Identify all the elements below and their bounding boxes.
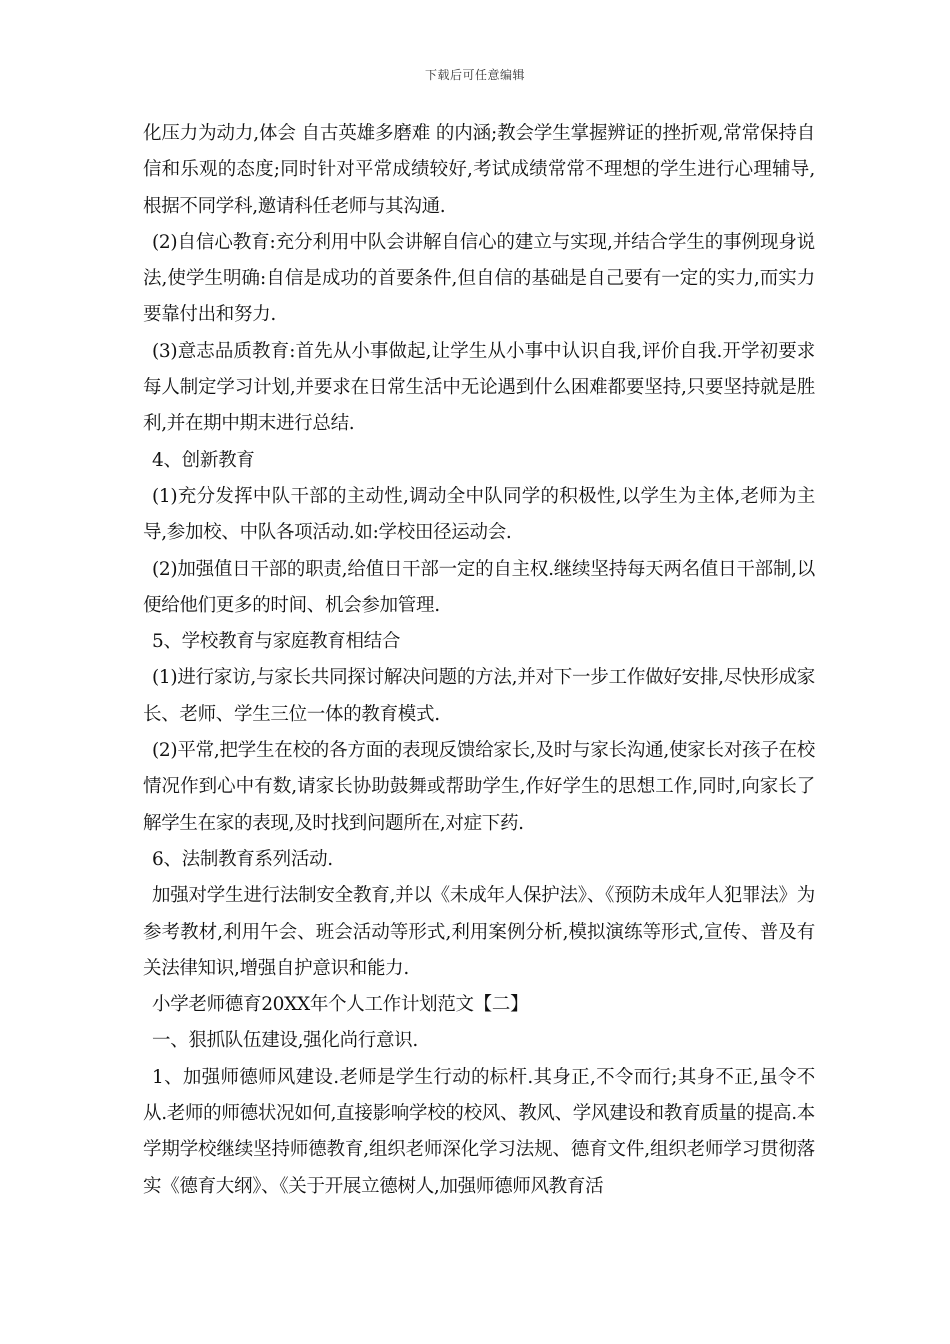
paragraph: (2)自信心教育:充分利用中队会讲解自信心的建立与实现,并结合学生的事例现身说法,使学生明确:自信是成功的首要条件,但自信的基础是自己要有一定的实力,而实力要靠付出和努力.: [143, 231, 815, 326]
paragraph: (2)平常,把学生在校的各方面的表现反馈给家长,及时与家长沟通,使家长对孩子在校情况作到心中有数,请家长协助鼓舞或帮助学生,作好学生的思想工作,同时,向家长了解学生在家的表现,及时找到问题所在,对症下药.: [143, 740, 815, 834]
section-heading: 5、学校教育与家庭教育相结合: [152, 631, 401, 653]
page-header: 下载后可任意编辑: [424, 68, 525, 82]
paragraph: 化压力为动力,体会 自古英雄多磨难 的内涵;教会学生掌握辨证的挫折观,常常保持自信和乐观的态度;同时针对平常成绩较好,考试成绩常常不理想的学生进行心理辅导,根据不同学科,邀请科任老师与其沟通.: [143, 123, 815, 217]
section-heading: 4、创新教育: [152, 449, 255, 471]
document-body: [143, 116, 815, 1205]
paragraph: (1)进行家访,与家长共同探讨解决问题的方法,并对下一步工作做好安排,尽快形成家长、老师、学生三位一体的教育模式.: [143, 667, 815, 725]
paragraph: 加强对学生进行法制安全教育,并以《未成年人保护法》、《预防未成年人犯罪法》为参考教材,利用午会、班会活动等形式,利用案例分析,模拟演练等形式,宣传、普及有关法律知识,增强自护意识和能力.: [143, 885, 815, 979]
paragraph: (1)充分发挥中队干部的主动性,调动全中队同学的积极性,以学生为主体,老师为主导,参加校、中队各项活动.如:学校田径运动会.: [143, 485, 815, 544]
section-heading: 一、狠抓队伍建设,强化尚行意识.: [152, 1030, 418, 1052]
paragraph: 1、加强师德师风建设.老师是学生行动的标杆.其身正,不令而行;其身不正,虽令不从.老师的师德状况如何,直接影响学校的校风、教风、学风建设和教育质量的提高.本学期学校继续坚持师德教育,组织老师深化学习法规、德育文件,组织老师学习贯彻落实《德育大纲》、《关于开展立德树人,加强师德师风教育活: [143, 1066, 815, 1197]
section-heading: 6、法制教育系列活动.: [152, 848, 333, 870]
document-subtitle: 小学老师德育20XX年个人工作计划范文【二】: [152, 994, 529, 1016]
paragraph: (3)意志品质教育:首先从小事做起,让学生从小事中认识自我,评价自我.开学初要求每人制定学习计划,并要求在日常生活中无论遇到什么困难都要坚持,只要坚持就是胜利,并在期中期末进行总结.: [143, 340, 815, 435]
paragraph: (2)加强值日干部的职责,给值日干部一定的自主权.继续坚持每天两名值日干部制,以便给他们更多的时间、机会参加管理.: [143, 558, 815, 616]
